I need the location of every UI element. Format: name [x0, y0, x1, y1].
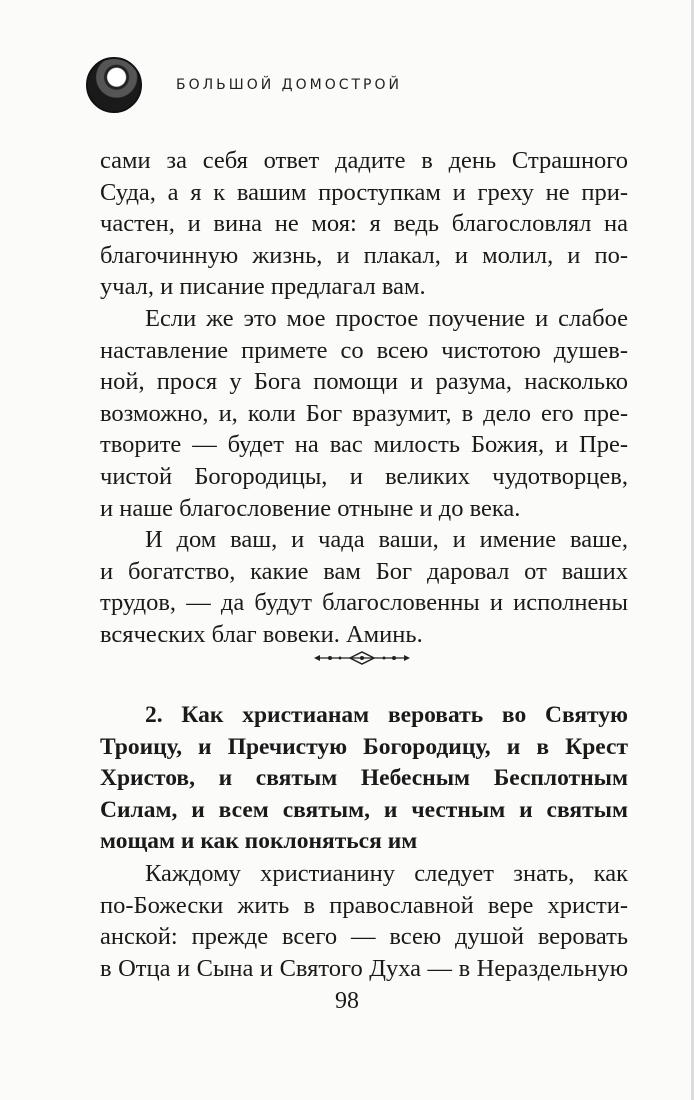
- text-line: всяческих благ вовеки. Аминь.: [100, 620, 423, 648]
- section-divider-ornament-icon: [312, 648, 412, 668]
- text-line: Христов, и святым Небесным Бесплотным: [100, 765, 628, 792]
- text-line: творите — будет на вас милость Божия, и Пре-: [100, 431, 628, 459]
- text-line: по-Божески жить в православной вере христи-: [100, 891, 628, 919]
- running-title: БОЛЬШОЙ ДОМОСТРОЙ: [176, 77, 402, 93]
- page-number: 98: [335, 988, 359, 1014]
- body-text-block-2: [100, 858, 628, 984]
- text-line: Каждому христианину следует знать, как: [145, 860, 628, 887]
- text-line: частен, и вина не моя: я ведь благословлял на: [100, 210, 628, 238]
- text-line: И дом ваш, и чада ваши, и имение ваше,: [145, 526, 628, 554]
- text-line: Суда, а я к вашим проступкам и греху не при-: [100, 178, 628, 206]
- text-line: сами за себя ответ дадите в день Страшного: [100, 147, 628, 174]
- text-line: мощам и как поклоняться им: [100, 828, 418, 855]
- text-line: и богатство, какие вам Бог даровал от ваших: [100, 557, 628, 585]
- text-line: возможно, и, коли Бог вразумит, в дело его пре-: [100, 399, 628, 427]
- text-line: 2. Как христианам веровать во Святую: [145, 702, 628, 728]
- text-line: Троицу, и Пречистую Богородицу, и в Крест: [100, 733, 628, 760]
- text-line: и наше благословение отныне и до века.: [100, 494, 521, 522]
- text-line: Если же это мое простое поучение и слабое: [145, 304, 628, 332]
- text-line: благочинную жизнь, и плакал, и молил, и по-: [100, 241, 628, 269]
- text-line: чистой Богородицы, и великих чудотворцев,: [100, 462, 628, 490]
- text-line: в Отца и Сына и Святого Духа — в Нераздельную: [100, 954, 628, 982]
- text-line: Силам, и всем святым, и честным и святым: [100, 796, 628, 823]
- text-line: анской: прежде всего — всею душой веровать: [100, 923, 628, 951]
- text-line: учал, и писание предлагал вам.: [100, 273, 426, 301]
- page-header: [86, 50, 402, 120]
- text-line: ной, прося у Бога помощи и разума, насколько: [100, 368, 628, 396]
- body-text-block-1: [100, 145, 628, 651]
- text-line: трудов, — да будут благословенны и исполнены: [100, 589, 628, 617]
- text-line: наставление примете со всею чистотою душев-: [100, 336, 628, 364]
- section-heading: [100, 700, 628, 858]
- angel-medallion-icon: [86, 57, 142, 113]
